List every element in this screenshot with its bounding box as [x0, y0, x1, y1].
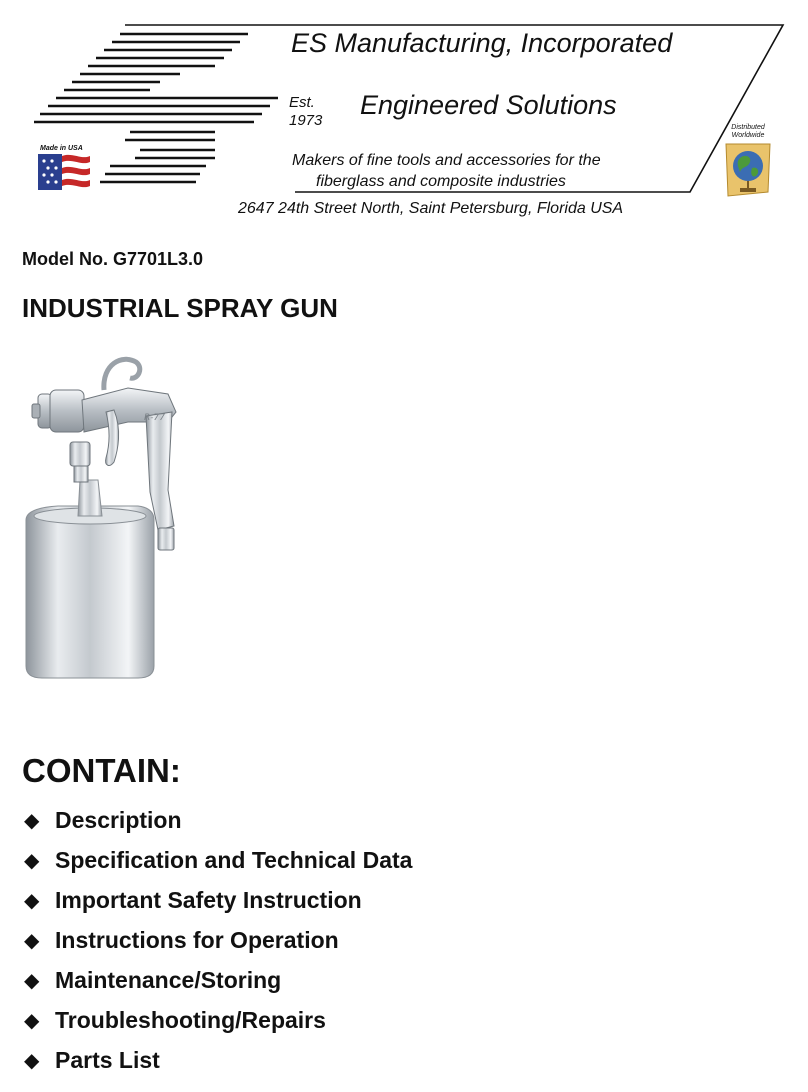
letterhead: [0, 0, 808, 230]
list-item-label: Maintenance/Storing: [55, 966, 282, 993]
made-in-usa-label: Made in USA: [40, 145, 83, 152]
list-item: [24, 1040, 412, 1080]
established-badge: [289, 94, 322, 130]
list-item-label: Important Safety Instruction: [55, 886, 362, 913]
list-item: [24, 920, 412, 960]
diamond-bullet-icon: ◆: [24, 849, 40, 872]
usa-flag-icon: [36, 152, 92, 192]
description-line-1: Makers of fine tools and accessories for the: [292, 152, 601, 169]
diamond-bullet-icon: ◆: [24, 1009, 40, 1032]
contents-list: [24, 800, 412, 1080]
product-title: INDUSTRIAL SPRAY GUN: [22, 293, 338, 323]
list-item-label: Troubleshooting/Repairs: [55, 1006, 326, 1033]
list-item-label: Description: [55, 806, 182, 833]
distributed-worldwide-badge: [718, 124, 778, 205]
distributed-label-1: Distributed: [731, 124, 765, 131]
list-item: [24, 1000, 412, 1040]
est-label: Est.: [289, 94, 315, 111]
list-item: [24, 840, 412, 880]
tagline: Engineered Solutions: [360, 90, 617, 120]
description-line-2: fiberglass and composite industries: [316, 173, 566, 190]
contents-heading: CONTAIN:: [22, 752, 181, 789]
list-item-label: Instructions for Operation: [55, 926, 339, 953]
diamond-bullet-icon: ◆: [24, 889, 40, 912]
diamond-bullet-icon: ◆: [24, 809, 40, 832]
globe-icon: [722, 140, 774, 200]
list-item: [24, 800, 412, 840]
diamond-bullet-icon: ◆: [24, 969, 40, 992]
company-address: 2647 24th Street North, Saint Petersburg, Florida USA: [238, 200, 624, 217]
list-item: [24, 960, 412, 1000]
company-name: ES Manufacturing, Incorporated: [291, 28, 673, 58]
model-number: Model No. G7701L3.0: [22, 249, 204, 269]
gun-marking: R-77: [144, 413, 165, 423]
diamond-bullet-icon: ◆: [24, 929, 40, 952]
distributed-label-2: Worldwide: [731, 132, 765, 139]
list-item-label: Parts List: [55, 1046, 160, 1073]
est-year: 1973: [289, 112, 323, 129]
diamond-bullet-icon: ◆: [24, 1049, 40, 1072]
made-in-usa-badge: [36, 145, 96, 197]
list-item: [24, 880, 412, 920]
spray-gun-image: [18, 350, 218, 690]
company-description: [292, 150, 672, 192]
list-item-label: Specification and Technical Data: [55, 846, 413, 873]
